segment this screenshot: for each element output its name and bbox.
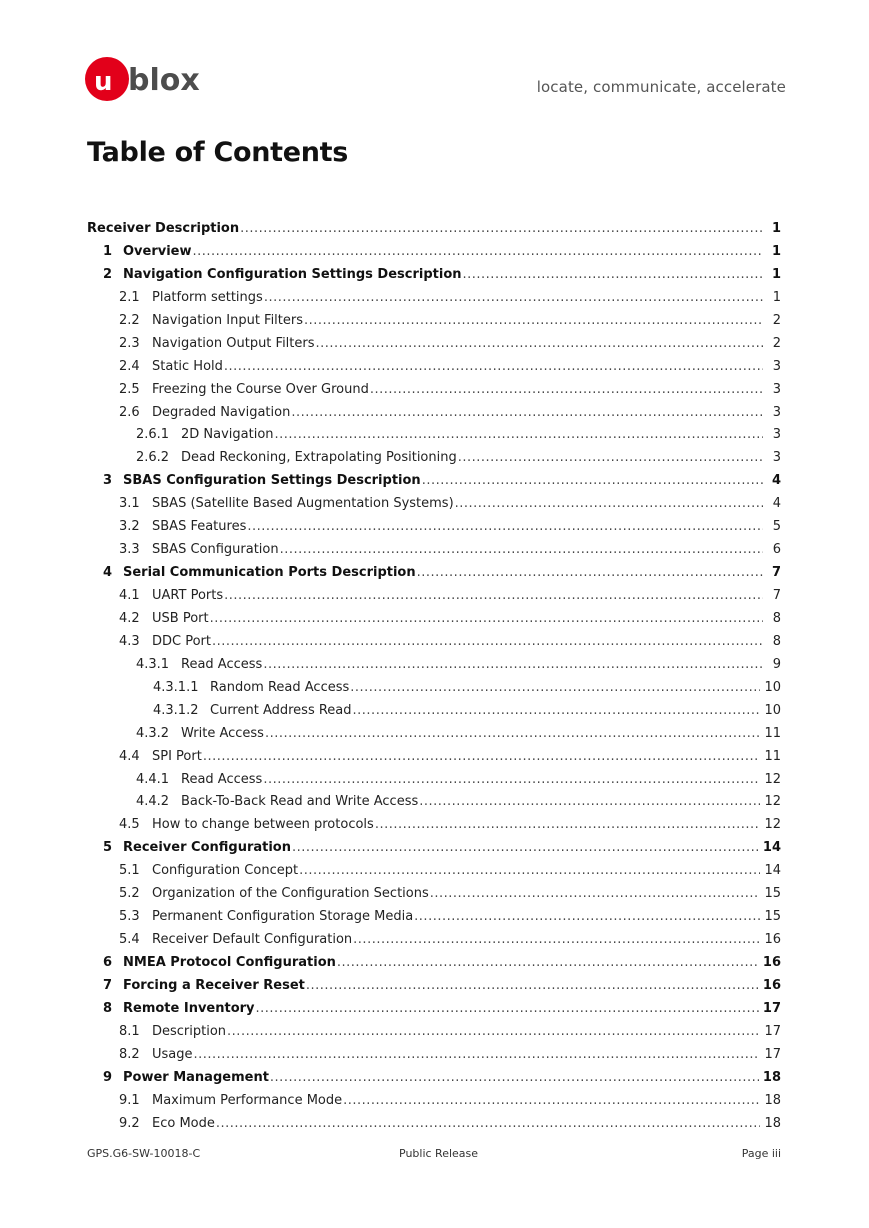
toc-entry-page: 16 (762, 977, 781, 993)
toc-dot-leader (270, 1067, 759, 1090)
toc-entry-page: 2 (772, 312, 781, 328)
toc-entry-page: 1 (771, 266, 781, 282)
toc-dot-leader (264, 287, 763, 310)
toc-entry[interactable] (87, 608, 781, 631)
toc-entry-title: Receiver Description (87, 221, 240, 236)
toc-entry[interactable] (87, 975, 781, 998)
toc-entry-number: 8.1 (119, 1023, 140, 1039)
toc-entry-title: SBAS Configuration (152, 542, 279, 558)
toc-entry-title: Eco Mode (152, 1115, 215, 1131)
toc-entry-number: 5.3 (119, 909, 140, 925)
toc-entry-page: 5 (772, 519, 781, 535)
toc-entry-number: 3.3 (119, 542, 140, 558)
toc-entry-title: SBAS (Satellite Based Augmentation Systems) (152, 496, 454, 512)
toc-entry-number: 4.4.1 (136, 771, 170, 787)
toc-entry-number: 8 (103, 1000, 113, 1016)
toc-dot-leader (353, 700, 761, 723)
toc-dot-leader (193, 241, 763, 264)
toc-entry-page: 12 (764, 817, 781, 833)
toc-entry-number: 1 (103, 243, 113, 259)
toc-entry[interactable] (87, 791, 781, 814)
toc-entry-title: Usage (152, 1046, 193, 1062)
toc-entry-number: 4.3.2 (136, 725, 170, 741)
toc-entry-title: Navigation Input Filters (152, 312, 304, 328)
toc-entry-title: How to change between protocols (152, 817, 374, 833)
toc-entry-title: SBAS Configuration Settings Description (123, 473, 421, 489)
toc-entry-title: Current Address Read (210, 702, 352, 718)
toc-dot-leader (458, 447, 763, 470)
toc-entry-page: 18 (764, 1115, 781, 1131)
toc-entry[interactable] (87, 1113, 781, 1136)
toc-entry-page: 9 (772, 656, 781, 672)
toc-entry-title: DDC Port (152, 633, 212, 649)
footer-document-id: GPS.G6-SW-10018-C (87, 1147, 201, 1160)
toc-dot-leader (247, 516, 763, 539)
toc-entry-page: 10 (764, 702, 781, 718)
toc-entry-page: 7 (771, 565, 781, 581)
toc-dot-leader (240, 218, 763, 241)
toc-entry[interactable] (87, 654, 781, 677)
toc-entry-title: USB Port (152, 610, 209, 626)
svg-text:u: u (94, 67, 113, 97)
toc-dot-leader (224, 585, 763, 608)
toc-entry[interactable] (87, 814, 781, 837)
toc-entry-title: UART Ports (152, 588, 224, 603)
toc-entry-title: Write Access (181, 725, 264, 741)
toc-entry-number: 3.1 (119, 496, 140, 512)
toc-entry[interactable] (87, 470, 781, 493)
toc-entry-page: 10 (764, 679, 781, 695)
toc-entry-number: 4.3.1.1 (153, 679, 199, 695)
toc-entry-title: Permanent Configuration Storage Media (152, 909, 414, 925)
toc-entry-number: 5.2 (119, 886, 140, 902)
toc-entry-title: Platform settings (152, 289, 263, 305)
toc-entry-number: 9.2 (119, 1115, 140, 1131)
toc-entry-page: 11 (764, 748, 781, 764)
toc-entry[interactable] (87, 769, 781, 792)
tagline: locate, communicate, accelerate (536, 78, 786, 96)
toc-entry-page: 14 (762, 840, 781, 856)
toc-entry[interactable] (87, 356, 781, 379)
toc-entry-number: 4.3.1.2 (153, 702, 199, 718)
toc-entry[interactable] (87, 906, 781, 929)
toc-dot-leader (455, 493, 763, 516)
toc-entry-page: 17 (764, 1023, 781, 1039)
toc-entry-title: Navigation Configuration Settings Description (123, 266, 462, 282)
toc-dot-leader (256, 998, 759, 1021)
toc-entry-title: Remote Inventory (123, 1000, 255, 1016)
toc-entry[interactable] (87, 883, 781, 906)
toc-entry[interactable] (87, 631, 781, 654)
toc-entry[interactable] (87, 402, 781, 425)
toc-entry-number: 2.6.2 (136, 450, 170, 466)
toc-entry-title: Freezing the Course Over Ground (152, 381, 369, 397)
toc-entry-title: Read Access (181, 771, 263, 787)
toc-entry-title: Power Management (123, 1069, 269, 1085)
toc-entry[interactable] (87, 379, 781, 402)
toc-dot-leader (417, 562, 763, 585)
toc-entry[interactable] (87, 218, 781, 241)
footer-page-number: Page iii (741, 1147, 781, 1160)
toc-dot-leader (194, 1044, 761, 1067)
toc-entry-title: Static Hold (152, 358, 223, 374)
toc-entry-title: Receiver Configuration (123, 840, 291, 856)
toc-entry-number: 8.2 (119, 1046, 140, 1062)
toc-entry-number: 4 (103, 565, 113, 581)
toc-entry-page: 15 (764, 886, 781, 902)
toc-entry-title: Dead Reckoning, Extrapolating Positioning (181, 450, 457, 466)
toc-entry-page: 1 (772, 289, 781, 305)
footer-release-status: Public Release (399, 1147, 479, 1160)
toc-entry-page: 11 (764, 725, 781, 741)
toc-dot-leader (299, 860, 760, 883)
toc-entry-title: Back-To-Back Read and Write Access (181, 794, 419, 810)
toc-entry[interactable] (87, 562, 781, 585)
toc-entry[interactable] (87, 1021, 781, 1044)
toc-entry-title: Forcing a Receiver Reset (123, 977, 305, 993)
toc-dot-leader (430, 883, 761, 906)
toc-entry[interactable] (87, 333, 781, 356)
toc-entry-page: 18 (764, 1092, 781, 1108)
toc-entry[interactable] (87, 860, 781, 883)
toc-entry-page: 12 (764, 771, 781, 787)
toc-entry-number: 4.4 (119, 748, 140, 764)
toc-dot-leader (291, 402, 763, 425)
ublox-logo (80, 54, 220, 104)
toc-entry-page: 4 (772, 496, 781, 512)
toc-entry-page: 4 (771, 473, 781, 489)
toc-dot-leader (280, 539, 763, 562)
toc-entry-page: 3 (772, 450, 781, 466)
toc-dot-leader (337, 952, 759, 975)
toc-entry-page: 16 (764, 932, 781, 948)
toc-entry-title: SBAS Features (152, 519, 247, 535)
toc-entry-title: Serial Communication Ports Description (123, 565, 416, 581)
toc-entry-page: 1 (771, 243, 781, 259)
table-of-contents (87, 218, 781, 1136)
toc-entry-title: 2D Navigation (181, 427, 274, 443)
toc-entry-title: Navigation Output Filters (152, 335, 315, 351)
toc-entry-page: 17 (762, 1000, 781, 1016)
toc-dot-leader (263, 654, 763, 677)
toc-entry-title: Description (152, 1023, 227, 1039)
toc-entry[interactable] (87, 998, 781, 1021)
toc-entry-title: Degraded Navigation (152, 404, 291, 420)
toc-entry[interactable] (87, 723, 781, 746)
toc-dot-leader (304, 310, 763, 333)
toc-entry[interactable] (87, 424, 781, 447)
toc-entry-title: Overview (123, 243, 192, 259)
toc-entry-page: 3 (772, 427, 781, 443)
toc-entry[interactable] (87, 746, 781, 769)
toc-entry-number: 4.3 (119, 633, 140, 649)
toc-entry[interactable] (87, 1090, 781, 1113)
toc-dot-leader (419, 791, 760, 814)
toc-dot-leader (343, 1090, 760, 1113)
toc-dot-leader (203, 746, 761, 769)
toc-entry-number: 2.3 (119, 335, 140, 351)
toc-entry[interactable] (87, 1044, 781, 1067)
toc-entry[interactable] (87, 837, 781, 860)
toc-entry-page: 8 (772, 610, 781, 626)
toc-entry-title: SPI Port (152, 748, 202, 764)
toc-dot-leader (216, 1113, 761, 1136)
toc-dot-leader (353, 929, 760, 952)
toc-entry-number: 5 (103, 840, 113, 856)
toc-dot-leader (316, 333, 763, 356)
toc-entry-page: 16 (762, 955, 781, 970)
svg-text:blox: blox (128, 63, 200, 98)
toc-dot-leader (210, 608, 763, 631)
toc-entry-number: 2 (103, 266, 113, 282)
toc-dot-leader (375, 814, 761, 837)
toc-entry-page: 1 (771, 221, 781, 236)
toc-dot-leader (212, 631, 763, 654)
toc-entry-number: 4.4.2 (136, 794, 170, 810)
toc-entry-title: Read Access (181, 656, 263, 672)
toc-entry[interactable] (87, 700, 781, 723)
toc-dot-leader (414, 906, 760, 929)
toc-entry-page: 3 (772, 381, 781, 397)
toc-entry-page: 2 (772, 335, 781, 351)
toc-entry[interactable] (87, 516, 781, 539)
toc-entry-title: NMEA Protocol Configuration (123, 955, 336, 970)
ublox-logo-mark (80, 54, 220, 104)
toc-entry-number: 9 (103, 1069, 113, 1085)
toc-entry[interactable] (87, 241, 781, 264)
toc-entry-number: 2.6.1 (136, 427, 170, 443)
toc-entry-number: 4.2 (119, 610, 140, 626)
toc-entry[interactable] (87, 310, 781, 333)
toc-entry-title: Configuration Concept (152, 863, 299, 879)
toc-entry-title: Organization of the Configuration Sections (152, 886, 429, 902)
toc-entry-number: 2.6 (119, 404, 140, 420)
toc-dot-leader (463, 264, 763, 287)
toc-entry-number: 2.5 (119, 381, 140, 397)
toc-entry[interactable] (87, 1067, 781, 1090)
toc-dot-leader (263, 769, 760, 792)
toc-entry-number: 3.2 (119, 519, 140, 535)
toc-entry-number: 2.1 (119, 289, 140, 305)
toc-dot-leader (227, 1021, 760, 1044)
toc-entry[interactable] (87, 585, 781, 608)
toc-entry-number: 6 (103, 955, 113, 970)
toc-entry[interactable] (87, 447, 781, 470)
page-title: Table of Contents (87, 137, 349, 168)
toc-entry-page: 7 (772, 588, 781, 603)
toc-entry-title: Random Read Access (210, 679, 350, 695)
toc-entry-number: 4.3.1 (136, 656, 170, 672)
toc-dot-leader (422, 470, 763, 493)
toc-entry-page: 8 (772, 633, 781, 649)
toc-entry-number: 4.5 (119, 817, 140, 833)
toc-entry-page: 12 (764, 794, 781, 810)
toc-entry[interactable] (87, 677, 781, 700)
toc-entry[interactable] (87, 929, 781, 952)
toc-dot-leader (370, 379, 763, 402)
toc-dot-leader (275, 424, 763, 447)
toc-entry-number: 5.4 (119, 932, 140, 948)
toc-entry-page: 15 (764, 909, 781, 925)
toc-entry-title: Maximum Performance Mode (152, 1092, 343, 1108)
toc-entry-page: 6 (772, 542, 781, 558)
toc-dot-leader (306, 975, 759, 998)
toc-entry-number: 7 (103, 977, 113, 993)
toc-entry-number: 2.2 (119, 312, 140, 328)
toc-entry-page: 17 (764, 1046, 781, 1062)
toc-dot-leader (292, 837, 759, 860)
toc-entry-number: 3 (103, 473, 113, 489)
toc-entry[interactable] (87, 493, 781, 516)
toc-entry[interactable] (87, 264, 781, 287)
toc-entry-page: 3 (772, 358, 781, 374)
toc-entry[interactable] (87, 952, 781, 975)
toc-entry-page: 3 (772, 404, 781, 420)
toc-entry-page: 18 (762, 1069, 781, 1085)
toc-dot-leader (265, 723, 760, 746)
toc-entry-page: 14 (764, 863, 781, 879)
toc-entry-number: 4.1 (119, 588, 140, 603)
toc-entry-number: 5.1 (119, 863, 140, 879)
toc-entry-number: 9.1 (119, 1092, 140, 1108)
toc-entry-number: 2.4 (119, 358, 140, 374)
toc-dot-leader (224, 356, 763, 379)
toc-entry[interactable] (87, 287, 781, 310)
toc-entry-title: Receiver Default Configuration (152, 932, 353, 948)
toc-entry[interactable] (87, 539, 781, 562)
toc-dot-leader (350, 677, 760, 700)
